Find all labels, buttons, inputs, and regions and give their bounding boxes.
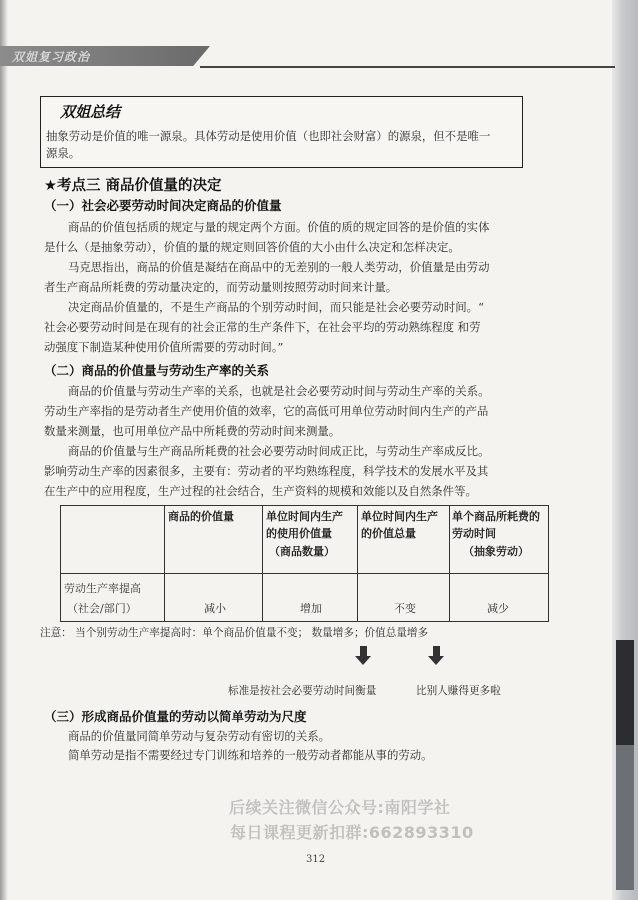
table-cell: 减少 [487, 602, 509, 615]
subsection-2-title: （二）商品的价值量与劳动生产率的关系 [44, 363, 270, 378]
table-col-divider [449, 506, 450, 621]
note-result-2: 比别人赚得更多啦 [416, 685, 501, 697]
paragraph-line: 动强度下制造某种使用价值所需要的劳动时间。” [44, 340, 284, 354]
paragraph-line: 决定商品价值量的，不是生产商品的个别劳动时间，而只能是社会必要劳动时间。“ [68, 300, 484, 314]
section-title: ★考点三 商品价值量的决定 [44, 178, 222, 194]
table-col-divider [262, 506, 263, 621]
paragraph-line: 商品的价值量同简单劳动与复杂劳动有密切的关系。 [68, 729, 330, 743]
header-banner-text: 双姐复习政治 [12, 50, 91, 64]
paragraph-line: 商品的价值包括质的规定与量的规定两个方面。价值的质的规定回答的是价值的实体 [68, 220, 490, 234]
paragraph-line: 商品的价值量与劳动生产率的关系，也就是社会必要劳动时间与劳动生产率的关系。 [68, 384, 490, 398]
table-col-divider [357, 506, 358, 621]
paragraph-line: 数量来测量，也可用单位产品中所耗费的劳动时间来测量。 [44, 424, 341, 438]
paragraph-line: 影响劳动生产率的因素很多，主要有：劳动者的平均熟练程度，科学技术的发展水平及其 [44, 464, 489, 478]
watermark-line: 每日课程更新扣群:662893310 [230, 823, 474, 842]
summary-line: 抽象劳动是价值的唯一源泉。具体劳动是使用价值（也即社会财富）的源泉，但不是唯一 [46, 129, 491, 143]
productivity-table [60, 505, 549, 622]
watermark-line: 后续关注微信公众号:南阳学社 [229, 798, 451, 817]
header-rule [200, 66, 615, 68]
table-cell: 增加 [300, 602, 322, 615]
table-header-labor-time: （抽象劳动） [463, 545, 529, 558]
paragraph-line: 在生产中的应用程度，生产过程的社会结合，生产资料的规模和效能以及自然条件等。 [44, 484, 477, 498]
table-header-total: 的价值总量 [361, 527, 416, 540]
paragraph-line: 社会必要劳动时间是在现有的社会正常的生产条件下，在社会平均的劳动熟练程度 和劳 [44, 320, 481, 334]
page-left-shadow [0, 0, 8, 900]
table-row-label: 劳动生产率提高 [64, 582, 141, 595]
subsection-1-title: （一）社会必要劳动时间决定商品的价值量 [44, 198, 282, 213]
table-row-divider [61, 573, 548, 574]
paragraph-line: 商品的价值量与生产商品所耗费的社会必要劳动时间成正比，与劳动生产率成反比。 [68, 444, 490, 458]
paragraph-line: 简单劳动是指不需要经过专门训练和培养的一般劳动者都能从事的劳动。 [68, 748, 433, 762]
table-header-labor-time: 劳动时间 [452, 527, 496, 540]
paragraph-line: 者生产商品所耗费的劳动量决定的，而劳动量则按照劳动时间来计量。 [44, 280, 398, 294]
page-edge-tab-mid [616, 745, 634, 890]
summary-title: 双姐总结 [60, 103, 121, 121]
subsection-3-title: （三）形成商品价值量的劳动以简单劳动为尺度 [44, 709, 307, 724]
table-header-value: 商品的价值量 [168, 510, 234, 523]
paragraph-line: 是什么（是抽象劳动），价值的量的规定则回答价值的大小由什么决定和怎样决定。 [44, 240, 460, 254]
paragraph-line: 劳动生产率指的是劳动者生产使用价值的效率，它的高低可用单位劳动时间内生产的产品 [44, 404, 489, 418]
table-cell: 减小 [204, 602, 226, 615]
summary-line: 源泉。 [46, 146, 81, 160]
page-number: 312 [306, 854, 326, 865]
note-text: 注意： 当个别劳动生产率提高时：单个商品价值量不变； 数量增多；价值总量增多 [40, 627, 429, 639]
table-header-quantity: 的使用价值量 [266, 527, 332, 540]
page-edge-tab-dark [616, 640, 634, 745]
table-header-quantity: （商品数量） [269, 545, 335, 558]
table-header-total: 单位时间内生产 [361, 510, 438, 523]
table-cell: 不变 [394, 602, 416, 615]
table-header-quantity: 单位时间内生产 [266, 510, 343, 523]
paragraph-line: 马克思指出，商品的价值是凝结在商品中的无差别的一般人类劳动，价值量是由劳动 [68, 260, 490, 274]
note-result-1: 标准是按社会必要劳动时间衡量 [228, 685, 377, 697]
table-header-labor-time: 单个商品所耗费的 [452, 510, 540, 523]
table-col-divider [164, 506, 165, 621]
table-row-label: （社会/部门） [67, 602, 137, 615]
